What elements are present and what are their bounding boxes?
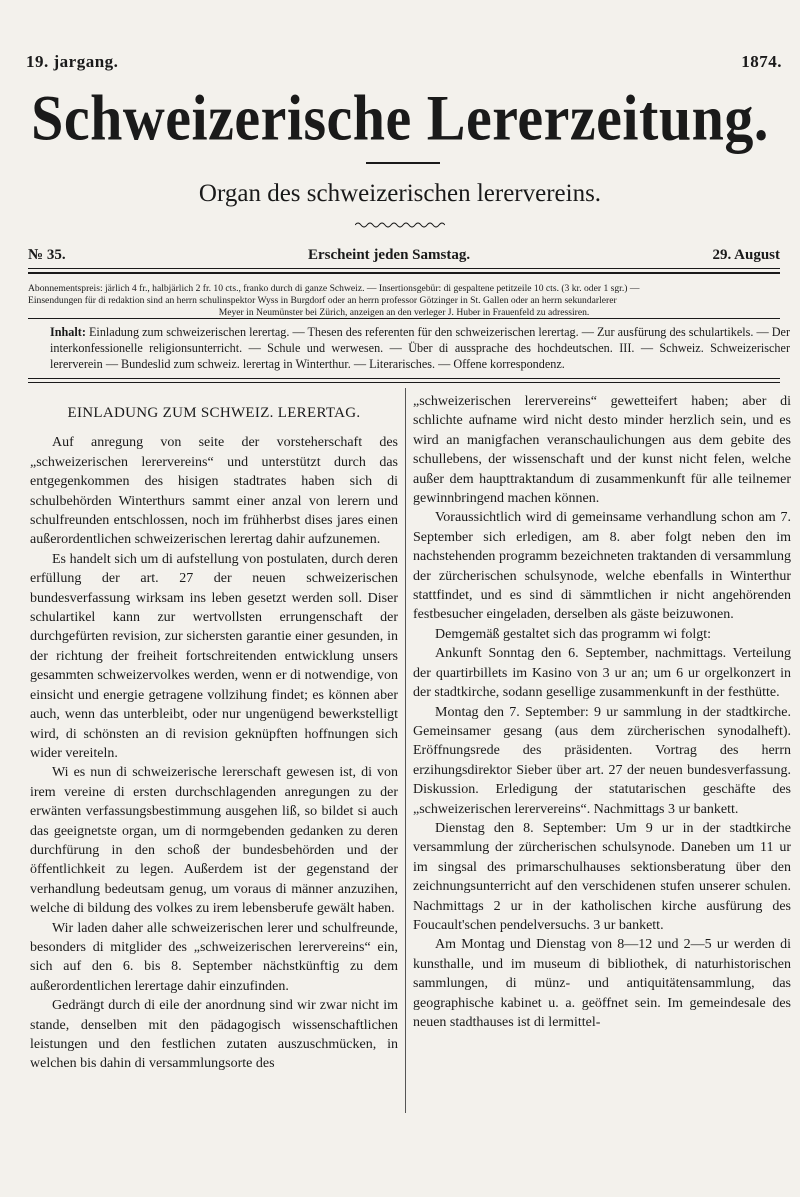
issue-number: № 35. bbox=[28, 247, 66, 263]
paragraph: Voraussichtlich wird di gemeinsame verhandlung schon am 7. September sich erledigen, am 8. aber folgt neben den im nachstehenden programm bezeichneten traktanden di versammlung der zürcherischen schulsynode, welche ebenfalls in Winterthur stattfindet, und es sind di sämmtlichen ir nicht angehörenden festbesucher eingeladen, derselben als gäste beizuwonen. bbox=[413, 510, 791, 623]
notice-line-3: Meyer in Neumünster bei Zürich, anzeigen an den verleger J. Huber in Frauenfeld zu adressiren. bbox=[218, 307, 590, 318]
paragraph: Gedrängt durch di eile der anordnung sind wir zwar nicht im stande, denselben mit den pädagogisch wissenschaftlichen leistungen und den festlichen zutaten auszuschmücken, in welchen bis dahin di versammlungsorte des bbox=[30, 998, 398, 1072]
subscription-notice bbox=[28, 283, 780, 319]
rule-notice bbox=[28, 318, 780, 319]
contents-text: Einladung zum schweizerischen lerertag. — Thesen des referenten für den schweizerischen lerertag. — Zur ausfürung des schulartikels. — Der interkonfessionelle religionsunterricht. — Schule und werwesen. — Über di aussprache des hochdeutschen. III. — Schweiz. Schweizerischer lererverein — Bundeslid zum schweiz. lerertag in Winterthur. — Literarisches. — Offene korrespondenz. bbox=[50, 325, 791, 371]
paragraph: Wi es nun di schweizerische lererschaft gewesen ist, di von irem vereine di ersten durchschlagenden anregungen zu der erwänten verfassungsbestimmung ausgehen liß, so bildet si auch das geeignetste organ, um di normgebenden gedanken zu deren durchfürung in den schoß der bundesbehörden und der öffentlichkeit zu legen. Außerdem ist der gegenstand der verhandlung bedeutsam genug, um voraus di männer anzuzihen, welche di bildung des volkes zu irem lebensberufe gewält haben. bbox=[30, 765, 398, 917]
article-heading: EINLADUNG ZUM SCHWEIZ. LERERTAG. bbox=[67, 405, 361, 421]
rule-contents-double bbox=[28, 382, 780, 383]
masthead-rule bbox=[366, 162, 440, 164]
masthead-title: Schweizerische Lererzeitung. bbox=[31, 81, 769, 154]
issue-date: 29. August bbox=[712, 247, 780, 263]
paragraph: Demgemäß gestaltet sich das programm wi folgt: bbox=[435, 626, 712, 642]
table-of-contents bbox=[50, 324, 790, 372]
issue-frequency: Erscheint jeden Samstag. bbox=[308, 247, 471, 263]
rule-contents bbox=[28, 378, 780, 379]
volume-label: 19. jargang. bbox=[26, 52, 119, 71]
paragraph: „schweizerischen lerervereins“ gewetteifert haben; aber di schlichte aufname wird nicht desto minder herzlich sein, und es wird an manigfachen veranschaulichungen aus dem gebite des schullebens, der wissenschaft und der kunst nicht felen, welche außer dem haupttraktandum di zusammenkunft für alle teilnemer gewinnbringend machen können. bbox=[413, 394, 791, 507]
paragraph: Montag den 7. September: 9 ur sammlung in der stadtkirche. Gemeinsamer gesang (aus dem zürcherischen synodalheft). Eröffnungsrede des präsidenten. Vortrag des herrn erzihungsdirektor Sieber über art. 27 der neuen bundesverfassung. Diskussion. Erledigung der statutarischen geschäfte des „schweizerischen lerervereins“. Nachmittags 3 ur bankett. bbox=[413, 704, 791, 817]
year-label: 1874. bbox=[741, 52, 782, 71]
notice-line-1: Abonnementspreis: järlich 4 fr., halbjärlich 2 fr. 10 cts., franko durch di ganze Schweiz. — Insertionsgebür: di gespaltene petitzeile 10 cts. (3 kr. oder 1 sgr.) — bbox=[28, 283, 640, 294]
notice-line-2: Einsendungen für di redaktion sind an herrn schulinspektor Wyss in Burgdorf oder an herrn professor Götzinger in St. Gallen oder an herrn sekundarlerer bbox=[28, 295, 617, 306]
ornament-wavy-rule bbox=[355, 220, 445, 230]
article-column-right bbox=[413, 392, 791, 1032]
article-column-left bbox=[30, 392, 398, 1074]
paragraph: Auf anregung von seite der vorsteherschaft des „schweizerischen lerervereins“ und unterstützt durch das entgegenkommen des hisigen stadtrates haben sich di schulbehörden Winterthurs sammt einer anzal von lerern und schulfreunden entschlossen, noch im frühherbst dises jares einen außerordentlichen schweizerischen lerertag dahir aufzunemen. bbox=[30, 435, 398, 548]
paragraph: Am Montag und Dienstag von 8—12 und 2—5 ur werden di kunsthalle, und im museum di bibliothek, di naturhistorischen sammlungen, di münz- und antiquitätensammlung, das geographische kabinet u. a. geöffnet sein. Im gemeindesale des neuen stadthauses ist di lermittel- bbox=[413, 937, 791, 1030]
paragraph: Es handelt sich um di aufstellung von postulaten, durch deren erfüllung der art. 27 der neuen schweizerischen bundesverfassung wirksam ins leben gesetzt werden soll. Diser schulartikel kann zur wertvollsten errungenschaft der durchgefürten revision, zur sichersten garantie einer gesunden, in der richtung der freiheit fortschreitenden entwicklung unsers gesammten schweizervolkes werden, wenn er di notwendige, von einsicht und energie getragene vollzihung findet; es können aber auch, wenn das unterbleibt, oder nur ungenügend bewerkstelligt wird, di schönsten an di revision geknüpften hoffnungen sich wider vereiteln. bbox=[30, 551, 398, 761]
rule-top bbox=[28, 268, 780, 269]
rule-top-double bbox=[28, 272, 780, 274]
column-divider bbox=[405, 388, 406, 1113]
paragraph: Ankunft Sonntag den 6. September, nachmittags. Verteilung der quartirbillets im Kasino von 3 ur an; um 6 ur orgelkonzert in der stadtkirche, sodann gesellige zusammenkunft in der festhütte. bbox=[413, 646, 791, 701]
paragraph: Wir laden daher alle schweizerischen lerer und schulfreunde, besonders di mitglider des „schweizerischen lerervereins“ ein, sich auf den 6. bis 8. September nächstkünftig zu dem außerordentlichen lerertage dahir einzufinden. bbox=[30, 920, 398, 994]
contents-label: Inhalt: bbox=[50, 325, 86, 339]
paragraph: Dienstag den 8. September: Um 9 ur in der stadtkirche versammlung der zürcherischen schulsynode. Daneben um 11 ur im singsal des primarschulhauses sektionsberatung über den zeichnungsunterricht auf den verschidenen stufen unserer schulen. Nachmittags 2 ur in der katholischen kirche ausfürung des Foucault'schen pendelversuchs. 3 ur bankett. bbox=[413, 820, 791, 933]
subtitle: Organ des schweizerischen lerervereins. bbox=[198, 180, 602, 207]
